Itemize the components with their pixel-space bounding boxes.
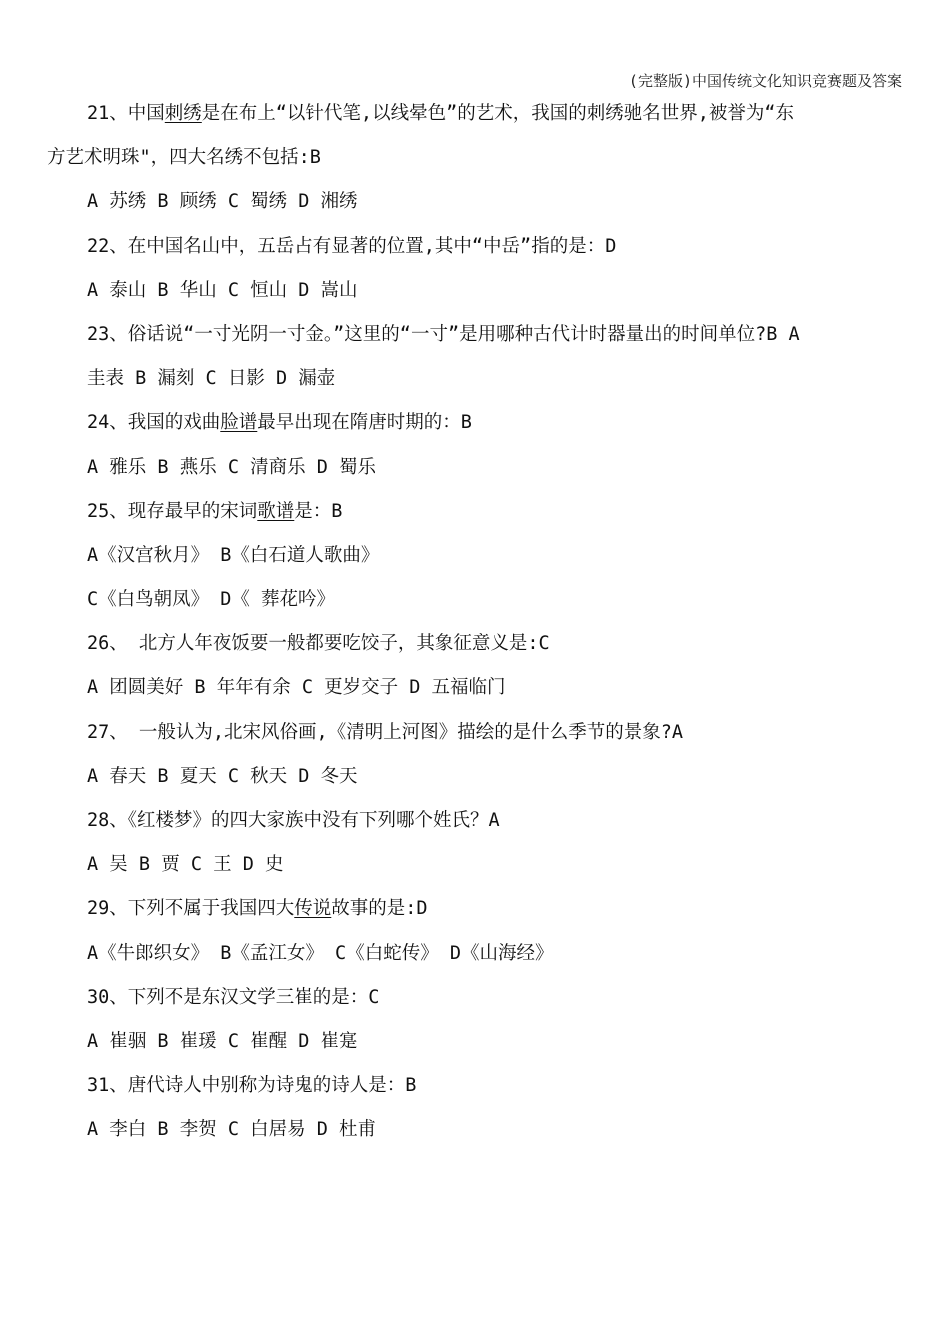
- question-text: 是：B: [294, 500, 343, 522]
- question-22-options: A 泰山 B 华山 C 恒山 D 嵩山: [87, 279, 358, 301]
- question-31-options: A 李白 B 李贺 C 白居易 D 杜甫: [87, 1119, 377, 1141]
- question-21-options: A 苏绣 B 顾绣 C 蜀绣 D 湘绣: [87, 191, 358, 213]
- question-22: 22、在中国名山中，五岳占有显著的位置,其中“中岳”指的是：D: [87, 235, 617, 257]
- underlined-term: 传说: [294, 898, 332, 920]
- question-24: [47, 407, 887, 451]
- question-text: 25、现存最早的宋词: [87, 500, 258, 522]
- question-25-options-1: A《汉宫秋月》 B《白石道人歌曲》: [87, 544, 380, 566]
- question-text: 21、中国: [87, 103, 165, 124]
- question-30-options: A 崔骃 B 崔瑗 C 崔醒 D 崔寔: [87, 1030, 358, 1052]
- question-26-options: A 团圆美好 B 年年有余 C 更岁交子 D 五福临门: [87, 677, 506, 699]
- question-23-options: 圭表 B 漏刻 C 日影 D 漏壶: [87, 368, 336, 390]
- question-23: 23、俗话说“一寸光阴一寸金。”这里的“一寸”是用哪种古代计时器量出的时间单位?B A: [87, 323, 800, 345]
- question-31: 31、唐代诗人中别称为诗鬼的诗人是：B: [87, 1075, 417, 1097]
- question-25-options-2: C《白鸟朝凤》 D《 葬花吟》: [87, 589, 336, 611]
- underlined-term: 刺绣: [164, 103, 202, 124]
- question-21-continued: 方艺术明珠"，四大名绣不包括:B: [47, 147, 321, 169]
- question-text: 24、我国的戏曲: [87, 412, 221, 434]
- document-header: (完整版)中国传统文化知识竞赛题及答案: [628, 72, 902, 90]
- underlined-term: 歌谱: [257, 500, 295, 522]
- question-27: 27、 一般认为,北宋风俗画,《清明上河图》描绘的是什么季节的景象?A: [87, 721, 683, 743]
- question-text: 最早出现在隋唐时期的：B: [257, 412, 472, 434]
- question-28: 28、《红楼梦》的四大家族中没有下列哪个姓氏？A: [87, 810, 500, 831]
- question-text: 29、下列不属于我国四大: [87, 898, 295, 920]
- question-27-options: A 春天 B 夏天 C 秋天 D 冬天: [87, 765, 358, 787]
- question-30: 30、下列不是东汉文学三崔的是：C: [87, 986, 380, 1008]
- question-21: [47, 98, 887, 142]
- question-25: [47, 496, 887, 540]
- underlined-term: 脸谱: [220, 412, 258, 434]
- question-29-options: A《牛郎织女》 B《孟江女》 C《白蛇传》 D《山海经》: [87, 942, 554, 964]
- question-29: [47, 893, 887, 937]
- question-text: 是在布上“以针代笔,以线晕色”的艺术，我国的刺绣驰名世界,被誉为“东: [201, 103, 794, 124]
- question-24-options: A 雅乐 B 燕乐 C 清商乐 D 蜀乐: [87, 456, 377, 478]
- question-26: 26、 北方人年夜饭要一般都要吃饺子，其象征意义是:C: [87, 633, 550, 655]
- question-text: 故事的是:D: [331, 898, 428, 920]
- document-body: [47, 98, 887, 1159]
- question-28-options: A 吴 B 贾 C 王 D 史: [87, 854, 284, 876]
